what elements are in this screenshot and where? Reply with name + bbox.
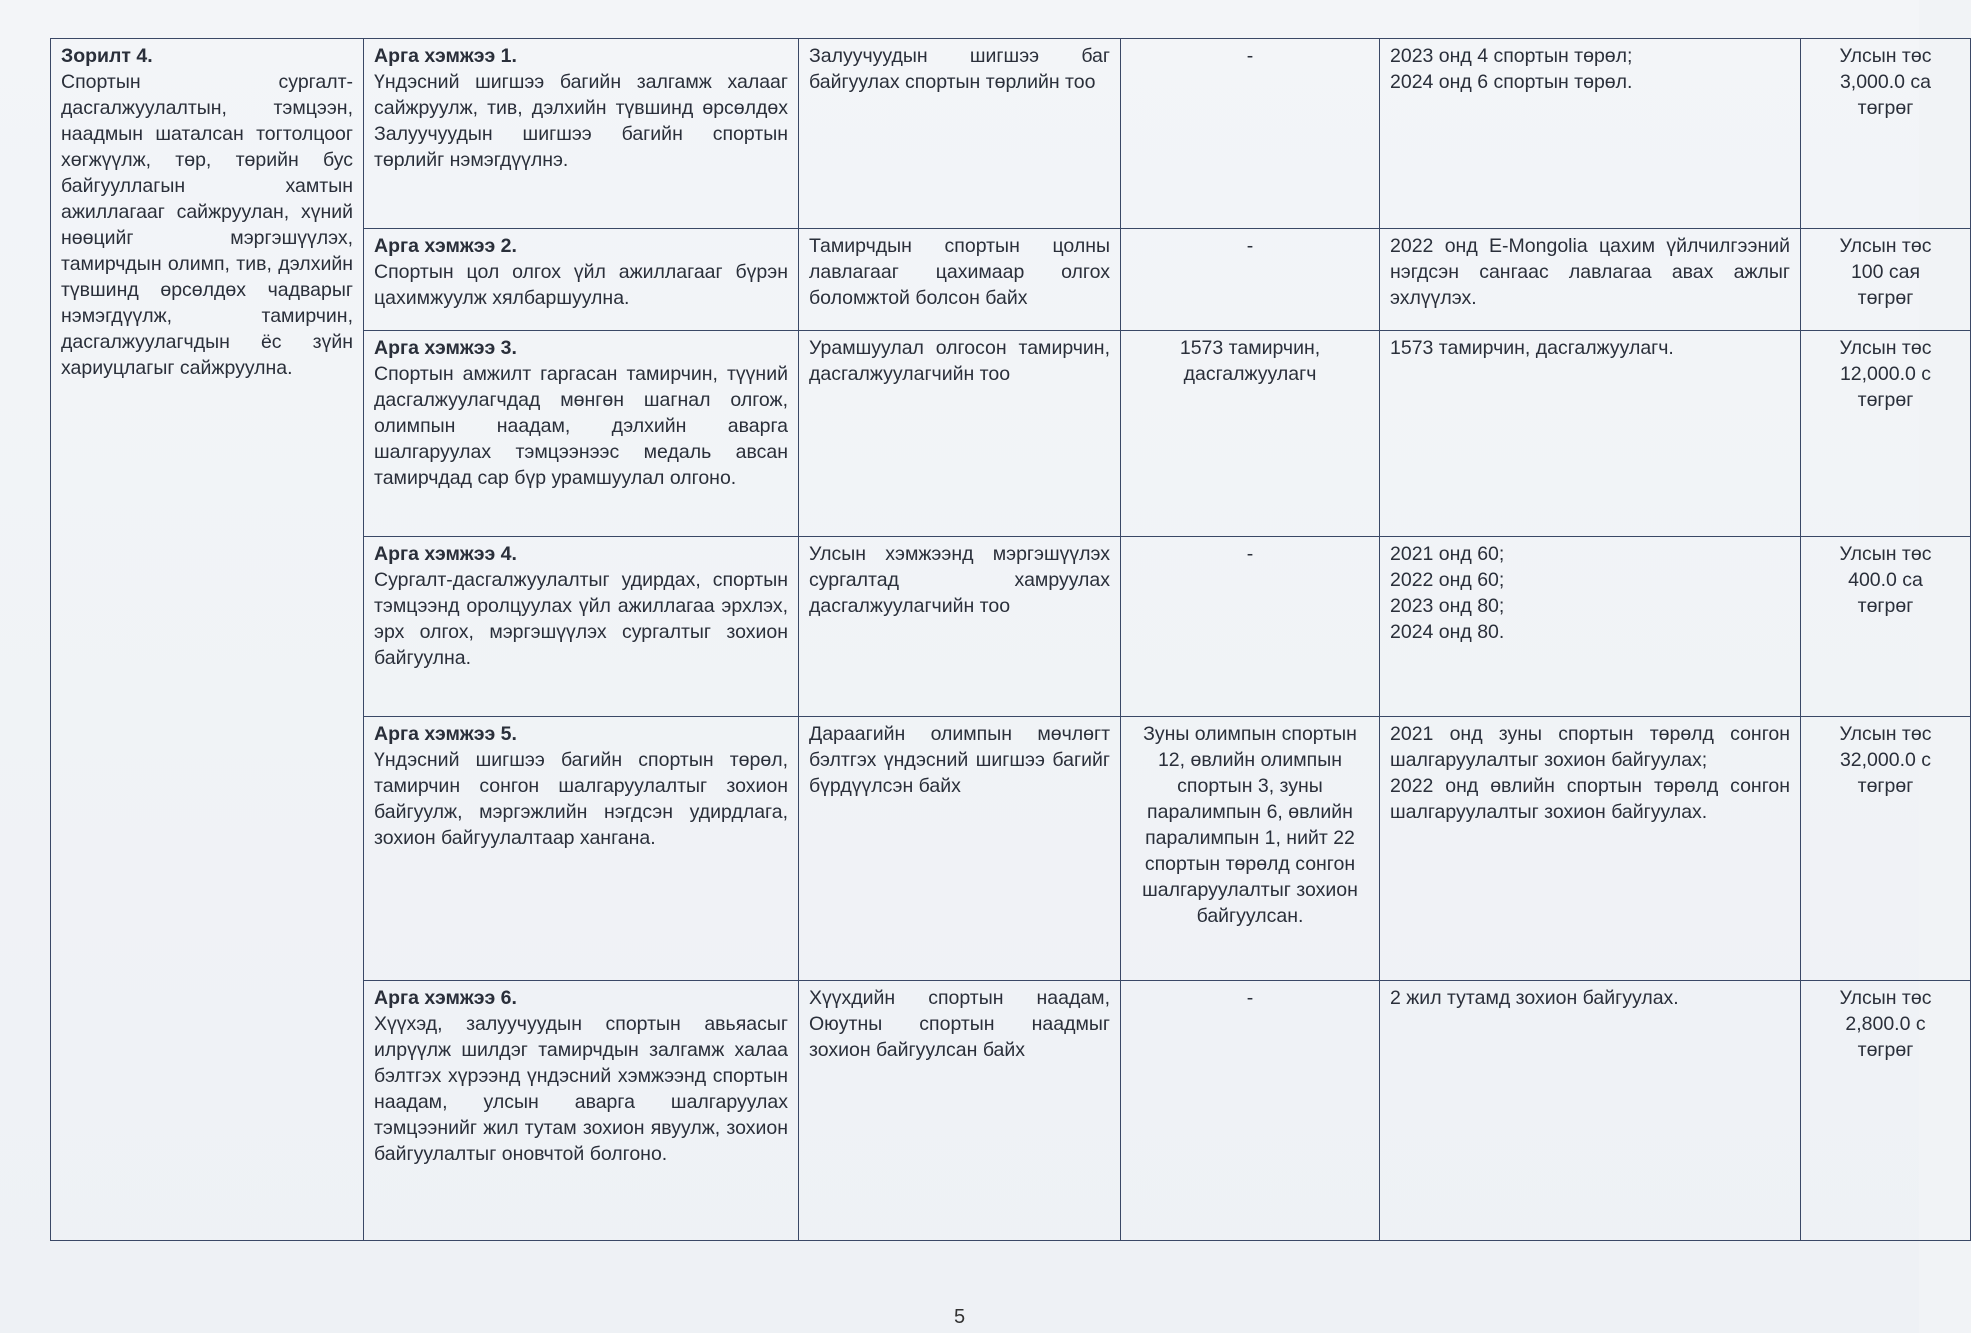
- measure-title: Арга хэмжээ 5.: [374, 723, 517, 745]
- target-cell: [1380, 229, 1801, 331]
- budget-unit: төгрөг: [1857, 595, 1914, 617]
- budget-unit: төгрөг: [1857, 287, 1914, 309]
- measure-cell: [364, 537, 799, 717]
- goal-title: Зорилт 4.: [61, 45, 153, 67]
- budget-amount: 3,000.0 са: [1839, 71, 1932, 93]
- budget-source: Улсын төс: [1839, 337, 1932, 359]
- target-line: 2022 онд 60;: [1390, 569, 1505, 591]
- measure-title: Арга хэмжээ 6.: [374, 987, 517, 1009]
- measure-cell: [364, 229, 799, 331]
- measure-cell: [364, 717, 799, 981]
- indicator-cell: Тамирчдын спортын цолны лавлагааг цахимаар олгох боломжтой болсон байх: [799, 229, 1121, 331]
- budget-cell: [1801, 717, 1971, 981]
- target-line: 2021 онд 60;: [1390, 543, 1505, 565]
- measure-cell: [364, 331, 799, 537]
- baseline-cell: 1573 тамирчин, дасгалжуулагч: [1121, 331, 1380, 537]
- budget-cell: [1801, 229, 1971, 331]
- target-cell: [1380, 39, 1801, 229]
- measure-title: Арга хэмжээ 3.: [374, 337, 517, 359]
- target-cell: [1380, 981, 1801, 1241]
- budget-source: Улсын төс: [1839, 987, 1932, 1009]
- measure-cell: [364, 981, 799, 1241]
- target-line: 1573 тамирчин, дасгалжуулагч.: [1390, 337, 1674, 359]
- measure-title: Арга хэмжээ 2.: [374, 235, 517, 257]
- budget-amount: 100 сая: [1850, 261, 1921, 283]
- measure-text: Хүүхэд, залуучуудын спортын авьяасыг илрүүлж шилдэг тамирчдын залгамж халаа бэлтгэх хүрээнд үндэсний хэмжээнд спортын наадам, улсын аварга шалгаруулах тэмцээнийг жил тутам зохион явуулж, зохион байгуулалтыг оновчтой болгоно.: [374, 1013, 788, 1165]
- goal-text: Спортын сургалт-дасгалжуулалтын, тэмцээн, наадмын шаталсан тогтолцоог хөгжүүлж, төр, төрийн бус байгууллагын хамтын ажиллагааг сайжруулан, хүний нөөцийг мэргэшүүлэх, тамирчдын олимп, тив, дэлхийн түвшинд өрсөлдөх чадварыг нэмэгдүүлж, тамирчин, дасгалжуулагчдын ёс зүйн хариуцлагыг сайжруулна.: [61, 71, 353, 379]
- target-line: 2024 онд 80.: [1390, 621, 1505, 643]
- indicator-cell: Дараагийн олимпын мөчлөгт бэлтгэх үндэсний шигшээ багийг бүрдүүлсэн байх: [799, 717, 1121, 981]
- target-cell: [1380, 717, 1801, 981]
- budget-amount: 2,800.0 с: [1845, 1013, 1926, 1035]
- target-cell: [1380, 537, 1801, 717]
- baseline-cell: -: [1121, 981, 1380, 1241]
- measure-text: Спортын цол олгох үйл ажиллагааг бүрэн цахимжуулж хялбаршуулна.: [374, 261, 788, 309]
- budget-amount: 32,000.0 с: [1839, 749, 1932, 771]
- budget-amount: 12,000.0 с: [1839, 363, 1932, 385]
- target-line: 2022 онд өвлийн спортын төрөлд сонгон шалгаруулалтыг зохион байгуулах.: [1390, 775, 1790, 823]
- target-line: 2023 онд 80;: [1390, 595, 1505, 617]
- budget-source: Улсын төс: [1839, 723, 1932, 745]
- indicator-cell: Хүүхдийн спортын наадам, Оюутны спортын наадмыг зохион байгуулсан байх: [799, 981, 1121, 1241]
- target-line: 2022 онд E-Mongolia цахим үйлчилгээний нэгдсэн сангаас лавлагаа авах ажлыг эхлүүлэх.: [1390, 235, 1790, 309]
- table-row: [51, 39, 1971, 229]
- action-plan-table: [50, 38, 1971, 1241]
- target-line: 2021 онд зуны спортын төрөлд сонгон шалгаруулалтыг зохион байгуулах;: [1390, 723, 1790, 771]
- budget-unit: төгрөг: [1857, 1039, 1914, 1061]
- goal-cell: [51, 39, 364, 1241]
- budget-source: Улсын төс: [1839, 543, 1932, 565]
- budget-cell: [1801, 39, 1971, 229]
- budget-source: Улсын төс: [1839, 45, 1932, 67]
- indicator-cell: Улсын хэмжээнд мэргэшүүлэх сургалтад хамруулах дасгалжуулагчийн тоо: [799, 537, 1121, 717]
- budget-amount: 400.0 са: [1848, 569, 1923, 591]
- baseline-cell: Зуны олимпын спортын 12, өвлийн олимпын спортын 3, зуны паралимпын 6, өвлийн паралимпын 1, нийт 22 спортын төрөлд сонгон шалгаруулалтыг зохион байгуулсан.: [1121, 717, 1380, 981]
- indicator-cell: Урамшуулал олгосон тамирчин, дасгалжуулагчийн тоо: [799, 331, 1121, 537]
- budget-unit: төгрөг: [1857, 775, 1914, 797]
- measure-text: Үндэсний шигшээ багийн спортын төрөл, тамирчин сонгон шалгаруулалтыг зохион байгуулж, мэргэжлийн нэгдсэн удирдлага, зохион байгуулалтаар хангана.: [374, 749, 788, 849]
- measure-text: Спортын амжилт гаргасан тамирчин, түүний дасгалжуулагчдад мөнгөн шагнал олгож, олимпын наадам, дэлхийн аварга шалгаруулах тэмцээнээс медаль авсан тамирчдад сар бүр урамшуулал олгоно.: [374, 363, 788, 489]
- measure-title: Арга хэмжээ 4.: [374, 543, 517, 565]
- budget-cell: [1801, 981, 1971, 1241]
- measure-title: Арга хэмжээ 1.: [374, 45, 517, 67]
- target-line: 2 жил тутамд зохион байгуулах.: [1390, 987, 1679, 1009]
- measure-text: Үндэсний шигшээ багийн залгамж халааг сайжруулж, тив, дэлхийн түвшинд өрсөлдөх Залуучуудын шигшээ багийн спортын төрлийг нэмэгдүүлнэ.: [374, 71, 788, 171]
- budget-cell: [1801, 537, 1971, 717]
- budget-unit: төгрөг: [1857, 97, 1914, 119]
- page-number: 5: [953, 1306, 966, 1328]
- target-cell: [1380, 331, 1801, 537]
- baseline-cell: -: [1121, 39, 1380, 229]
- baseline-cell: -: [1121, 229, 1380, 331]
- budget-source: Улсын төс: [1839, 235, 1932, 257]
- target-line: 2023 онд 4 спортын төрөл;: [1390, 45, 1633, 67]
- indicator-cell: Залуучуудын шигшээ баг байгуулах спортын төрлийн тоо: [799, 39, 1121, 229]
- measure-text: Сургалт-дасгалжуулалтыг удирдах, спортын тэмцээнд оролцуулах үйл ажиллагаа эрхлэх, эрх олгох, мэргэшүүлэх сургалтыг зохион байгуулна.: [374, 569, 788, 669]
- measure-cell: [364, 39, 799, 229]
- budget-unit: төгрөг: [1857, 389, 1914, 411]
- table-body: [51, 39, 1971, 1241]
- baseline-cell: -: [1121, 537, 1380, 717]
- budget-cell: [1801, 331, 1971, 537]
- target-line: 2024 онд 6 спортын төрөл.: [1390, 71, 1633, 93]
